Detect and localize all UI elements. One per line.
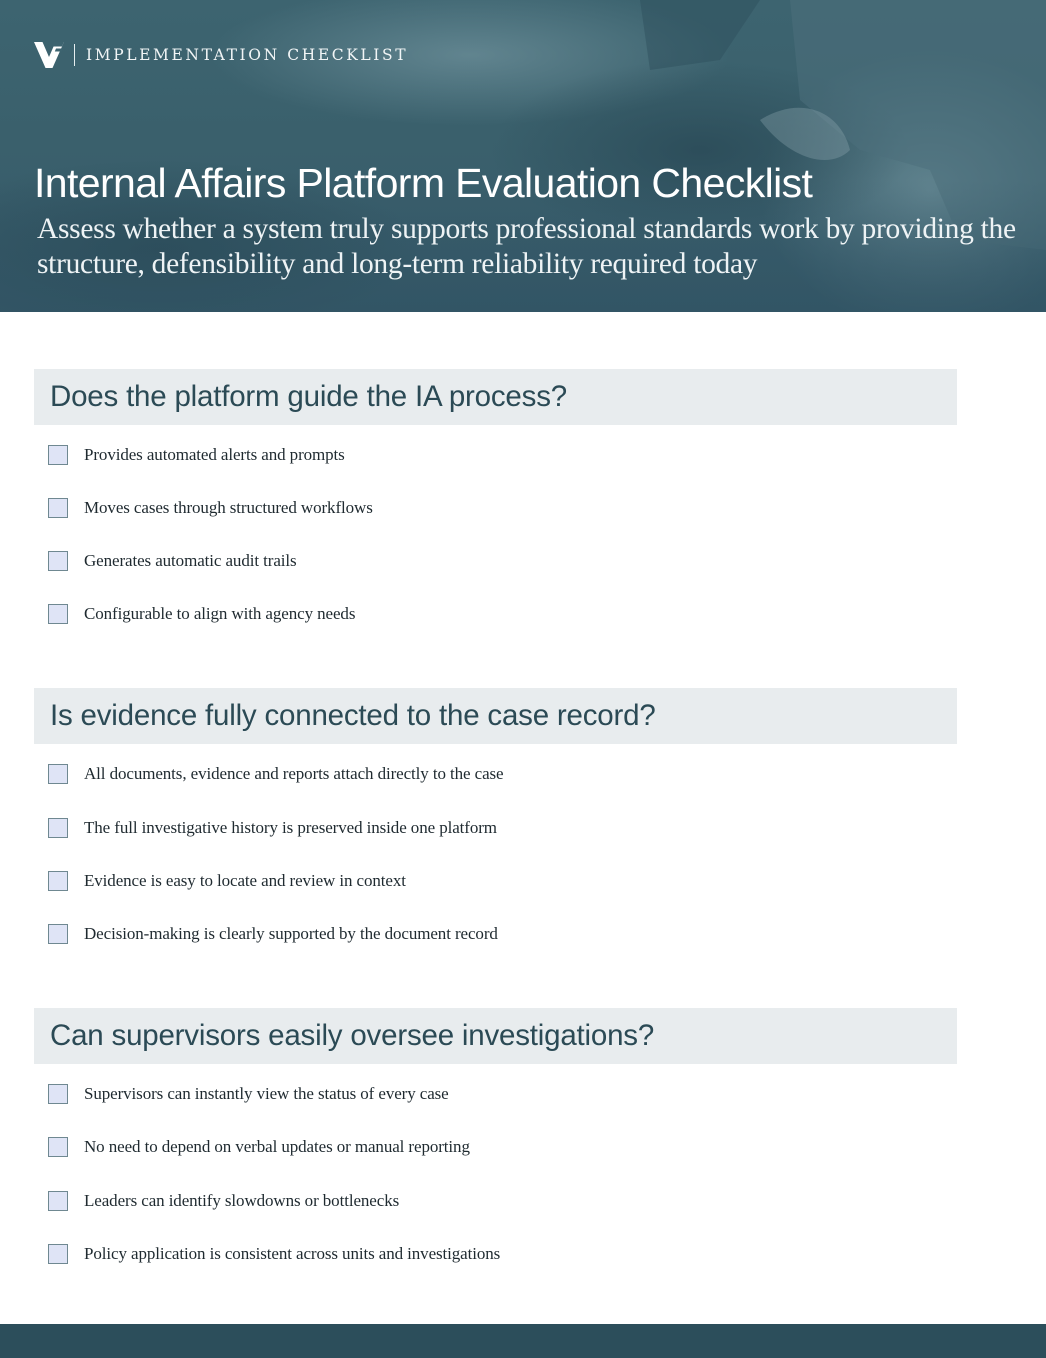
brand-label: IMPLEMENTATION CHECKLIST [86, 46, 409, 64]
checklist-item[interactable] [48, 1189, 399, 1213]
checkbox[interactable] [48, 1084, 68, 1104]
hero-banner [0, 0, 1046, 312]
checkbox[interactable] [48, 871, 68, 891]
checklist-item-label: Moves cases through structured workflows [84, 498, 373, 517]
checklist-section-evidence [34, 688, 957, 943]
checklist-item[interactable] [48, 922, 498, 946]
checklist-item-label: Configurable to align with agency needs [84, 604, 356, 623]
checklist-item-label: No need to depend on verbal updates or manual reporting [84, 1137, 470, 1156]
checklist-item-label: Policy application is consistent across units and investigations [84, 1244, 501, 1263]
checklist-item[interactable] [48, 443, 345, 467]
checklist-item[interactable] [48, 869, 406, 893]
checklist-item[interactable] [48, 602, 355, 626]
checklist-section-guide-process [34, 369, 957, 623]
checkbox[interactable] [48, 604, 68, 624]
checklist-item[interactable] [48, 1135, 470, 1159]
checklist-item-label: All documents, evidence and reports attach directly to the case [84, 764, 504, 783]
footer-bar [0, 1324, 1046, 1358]
section-header [34, 688, 957, 744]
checkbox[interactable] [48, 1244, 68, 1264]
checklist-item-label: Decision-making is clearly supported by the document record [84, 924, 498, 943]
checkbox[interactable] [48, 1137, 68, 1157]
page-title: Internal Affairs Platform Evaluation Checklist [34, 160, 813, 206]
checklist-item-label: Leaders can identify slowdowns or bottlenecks [84, 1191, 400, 1210]
checklist-item-label: Supervisors can instantly view the status of every case [84, 1084, 449, 1103]
checklist-item[interactable] [48, 762, 503, 786]
checkbox[interactable] [48, 551, 68, 571]
checklist-item[interactable] [48, 1242, 500, 1266]
brand-divider [74, 44, 75, 66]
checklist-item-label: The full investigative history is preserved inside one platform [84, 818, 497, 837]
checkbox[interactable] [48, 764, 68, 784]
checkbox[interactable] [48, 445, 68, 465]
checklist-item-label: Evidence is easy to locate and review in context [84, 871, 406, 890]
checklist-item[interactable] [48, 549, 297, 573]
section-title: Is evidence fully connected to the case record? [50, 699, 656, 732]
checklist-item-label: Provides automated alerts and prompts [84, 445, 345, 464]
section-header [34, 369, 957, 425]
checkbox[interactable] [48, 924, 68, 944]
section-title: Does the platform guide the IA process? [50, 380, 567, 413]
checklist-section-supervision [34, 1008, 957, 1263]
checklist-item[interactable] [48, 496, 373, 520]
checklist-item[interactable] [48, 816, 497, 840]
checkbox[interactable] [48, 498, 68, 518]
page-subtitle: Assess whether a system truly supports professional standards work by providing the structure, defensibility and long-term reliability required today [37, 213, 1016, 280]
section-header [34, 1008, 957, 1064]
checklist-item-label: Generates automatic audit trails [84, 551, 297, 570]
v-brand-logo-icon [34, 42, 64, 68]
brand-lockup [34, 42, 408, 68]
checklist-item[interactable] [48, 1082, 449, 1106]
checkbox[interactable] [48, 1191, 68, 1211]
section-title: Can supervisors easily oversee investigations? [50, 1019, 655, 1052]
checkbox[interactable] [48, 818, 68, 838]
